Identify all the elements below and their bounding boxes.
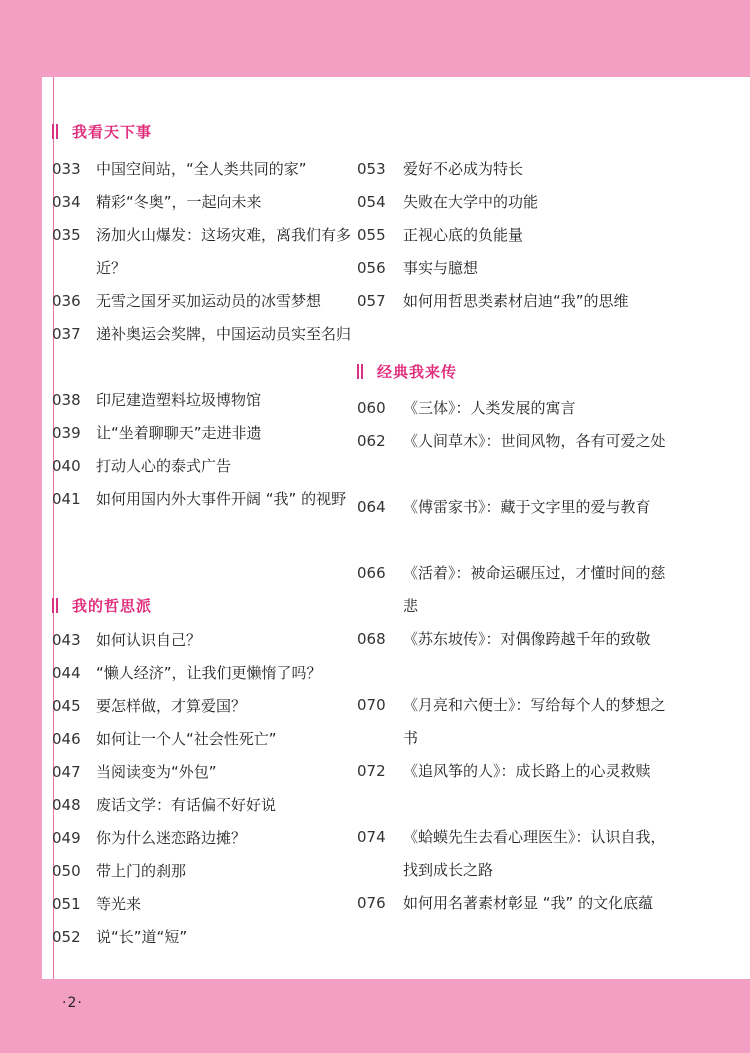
- entry-page-number: 033: [52, 160, 81, 178]
- toc-entry[interactable]: [52, 186, 352, 219]
- entry-page-number: 062: [357, 432, 386, 450]
- toc-entry[interactable]: [357, 153, 667, 186]
- page-number: ·2·: [62, 995, 83, 1011]
- toc-entry[interactable]: [52, 657, 352, 690]
- entry-page-number: 035: [52, 226, 81, 244]
- section-bars-icon: [52, 598, 58, 613]
- entry-title: 如何用哲思类素材启迪“我”的思维: [403, 292, 629, 310]
- entry-title: 让“坐着聊聊天”走进非遗: [96, 424, 262, 442]
- entry-page-number: 045: [52, 697, 81, 715]
- entry-page-number: 043: [52, 631, 81, 649]
- entry-title: 爱好不必成为特长: [403, 160, 524, 178]
- section-title: 我的哲思派: [72, 596, 153, 615]
- section-heading: [52, 595, 152, 615]
- toc-entry[interactable]: [52, 285, 352, 318]
- entry-title: 如何认识自己？: [96, 631, 202, 649]
- entry-page-number: 046: [52, 730, 81, 748]
- toc-entry[interactable]: [357, 425, 667, 458]
- section-title: 我看天下事: [72, 122, 153, 141]
- entry-title: 《苏东坡传》：对偶像跨越千年的致敬: [403, 630, 651, 648]
- section-heading: [357, 361, 457, 381]
- toc-entry[interactable]: [357, 689, 667, 755]
- entry-page-number: 048: [52, 796, 81, 814]
- toc-entry[interactable]: [357, 755, 667, 788]
- toc-entry[interactable]: [52, 384, 352, 417]
- entry-page-number: 041: [52, 490, 81, 508]
- toc-entry[interactable]: [357, 186, 667, 219]
- section-title: 经典我来传: [377, 362, 458, 381]
- entry-page-number: 074: [357, 828, 386, 846]
- toc-entry[interactable]: [52, 624, 352, 657]
- entry-page-number: 072: [357, 762, 386, 780]
- entry-page-number: 050: [52, 862, 81, 880]
- entry-title: 带上门的刹那: [96, 862, 187, 880]
- toc-entry[interactable]: [52, 417, 352, 450]
- entry-title: 打动人心的泰式广告: [96, 457, 232, 475]
- entry-title: 说“长”道“短”: [96, 928, 188, 946]
- entry-page-number: 054: [357, 193, 386, 211]
- entry-page-number: 076: [357, 894, 386, 912]
- entry-page-number: 052: [52, 928, 81, 946]
- entry-title: 无雪之国牙买加运动员的冰雪梦想: [96, 292, 322, 310]
- entry-title: 《蛤蟆先生去看心理医生》：认识自我，找到成长之路: [403, 828, 666, 879]
- entry-title: 《傅雷家书》：藏于文字里的爱与教育: [403, 498, 651, 516]
- entry-page-number: 066: [357, 564, 386, 582]
- entry-page-number: 034: [52, 193, 81, 211]
- entry-page-number: 047: [52, 763, 81, 781]
- toc-entry[interactable]: [357, 285, 667, 318]
- entry-title: 废话文学：有话偏不好好说: [96, 796, 277, 814]
- toc-entry[interactable]: [357, 557, 667, 623]
- entry-page-number: 040: [52, 457, 81, 475]
- toc-entry[interactable]: [52, 153, 352, 186]
- toc-entry[interactable]: [52, 855, 352, 888]
- entry-title: 递补奥运会奖牌，中国运动员实至名归: [96, 325, 352, 343]
- entry-title: 中国空间站，“全人类共同的家”: [96, 160, 307, 178]
- entry-title: 失败在大学中的功能: [403, 193, 539, 211]
- toc-entry[interactable]: [52, 450, 352, 483]
- entry-page-number: 038: [52, 391, 81, 409]
- toc-entry[interactable]: [52, 888, 352, 921]
- entry-page-number: 039: [52, 424, 81, 442]
- toc-entry[interactable]: [52, 921, 352, 954]
- entry-title: 事实与臆想: [403, 259, 479, 277]
- toc-entry[interactable]: [357, 887, 667, 920]
- entry-page-number: 060: [357, 399, 386, 417]
- entry-page-number: 044: [52, 664, 81, 682]
- toc-entry[interactable]: [52, 219, 352, 285]
- entry-page-number: 068: [357, 630, 386, 648]
- entry-page-number: 037: [52, 325, 81, 343]
- toc-entry[interactable]: [52, 483, 352, 516]
- toc-entry[interactable]: [52, 756, 352, 789]
- entry-title: 如何让一个人“社会性死亡”: [96, 730, 277, 748]
- entry-title: “懒人经济”，让我们更懒惰了吗？: [96, 664, 322, 682]
- entry-title: 《追风筝的人》：成长路上的心灵救赎: [403, 762, 651, 780]
- toc-entry[interactable]: [357, 491, 667, 524]
- entry-page-number: 055: [357, 226, 386, 244]
- entry-page-number: 053: [357, 160, 386, 178]
- entry-page-number: 064: [357, 498, 386, 516]
- entry-title: 《活着》：被命运碾压过，才懂时间的慈悲: [403, 564, 666, 615]
- entry-title: 印尼建造塑料垃圾博物馆: [96, 391, 262, 409]
- entry-page-number: 049: [52, 829, 81, 847]
- entry-page-number: 070: [357, 696, 386, 714]
- toc-entry[interactable]: [52, 690, 352, 723]
- entry-title: 等光来: [96, 895, 142, 913]
- entry-title: 汤加火山爆发：这场灾难，离我们有多近？: [96, 226, 352, 277]
- toc-entry[interactable]: [357, 821, 667, 887]
- toc-entry[interactable]: [357, 219, 667, 252]
- entry-title: 精彩“冬奥”，一起向未来: [96, 193, 262, 211]
- toc-entry[interactable]: [52, 789, 352, 822]
- toc-entry[interactable]: [52, 822, 352, 855]
- entry-page-number: 036: [52, 292, 81, 310]
- entry-title: 如何用名著素材彰显 “我” 的文化底蕴: [403, 894, 654, 912]
- entry-title: 正视心底的负能量: [403, 226, 524, 244]
- section-bars-icon: [52, 124, 58, 139]
- entry-page-number: 057: [357, 292, 386, 310]
- entry-page-number: 051: [52, 895, 81, 913]
- entry-title: 当阅读变为“外包”: [96, 763, 217, 781]
- toc-entry[interactable]: [357, 623, 667, 656]
- entry-title: 如何用国内外大事件开阔 “我” 的视野: [96, 490, 347, 508]
- entry-title: 《三体》：人类发展的寓言: [403, 399, 576, 417]
- toc-entry[interactable]: [357, 392, 667, 425]
- toc-entry[interactable]: [357, 252, 667, 285]
- entry-title: 你为什么迷恋路边摊？: [96, 829, 247, 847]
- toc-entry[interactable]: [52, 318, 352, 351]
- toc-entry[interactable]: [52, 723, 352, 756]
- section-bars-icon: [357, 364, 363, 379]
- entry-title: 《月亮和六便士》：写给每个人的梦想之书: [403, 696, 666, 747]
- entry-title: 要怎样做，才算爱国？: [96, 697, 247, 715]
- entry-page-number: 056: [357, 259, 386, 277]
- section-heading: [52, 121, 152, 141]
- entry-title: 《人间草木》：世间风物，各有可爱之处: [403, 432, 666, 450]
